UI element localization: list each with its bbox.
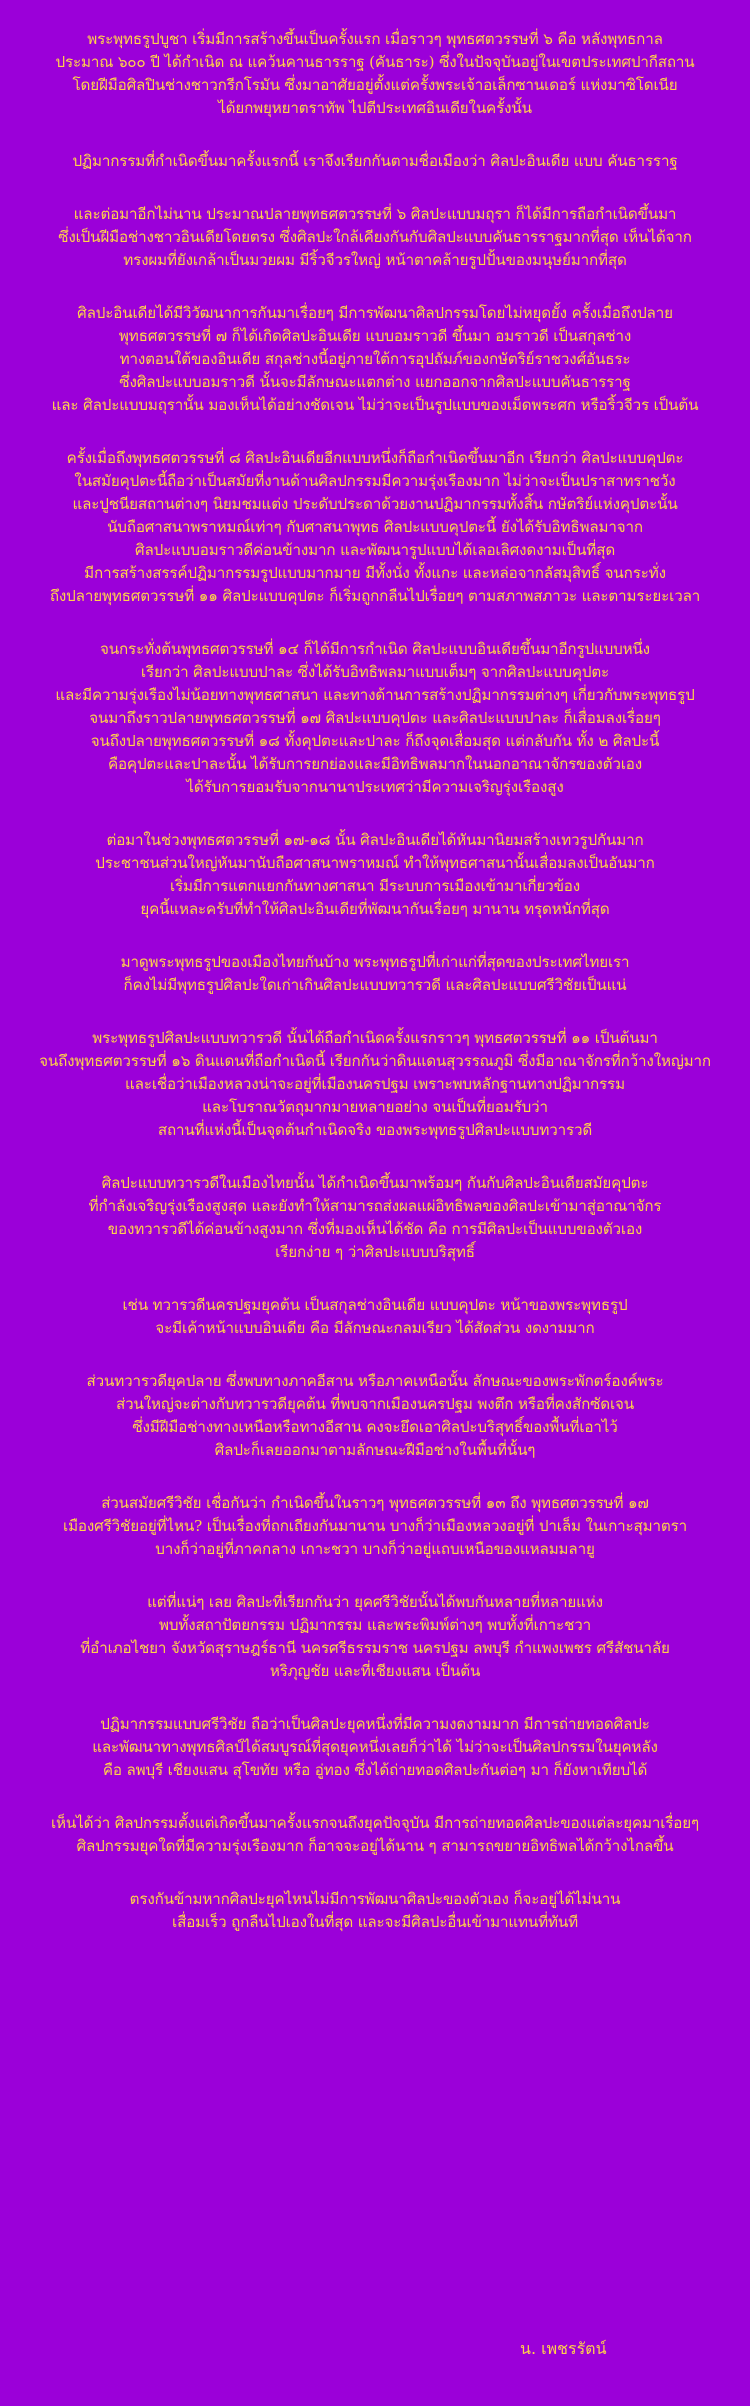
paragraph-line: ศิลปะก็เลยออกมาตามลักษณะฝีมือช่างในพื้นที่นั้นๆ (214, 1441, 536, 1459)
paragraph-line: เห็นได้ว่า ศิลปกรรมตั้งแต่เกิดขึ้นมาครั้งแรกจนถึงยุคปัจจุบัน มีการถ่ายทอดศิลปะของแต่ละยุคมาเรื่อยๆ (51, 1814, 699, 1832)
paragraph-line: จนมาถึงราวปลายพุทธศตวรรษที่ ๑๗ ศิลปะแบบคุปตะ และศิลปะแบบปาละ ก็เสื่อมลงเรื่อยๆ (89, 709, 661, 727)
paragraph-line: และมีความรุ่งเรืองไม่น้อยทางพุทธศาสนา และทางด้านการสร้างปฏิมากรรมต่างๆ เกี่ยวกับพระพุทธรูป (55, 686, 695, 704)
paragraph-line: และต่อมาอีกไม่นาน ประมาณปลายพุทธศตวรรษที่ ๖ ศิลปะแบบมถุรา ก็ได้มีการถือกำเนิดขึ้นมา (73, 205, 677, 223)
paragraph-line: โดยฝีมือศิลปินช่างชาวกรีกโรมัน ซึ่งมาอาศัยอยู่ตั้งแต่ครั้งพระเจ้าอเล็กซานเดอร์ แห่งมาซิโดเนีย (72, 76, 678, 94)
paragraph-line: ปฏิมากรรมที่กำเนิดขึ้นมาครั้งแรกนี้ เราจึงเรียกกันตามชื่อเมืองว่า ศิลปะอินเดีย แบบ คันธารราฐ (72, 152, 678, 170)
article-paragraph (6, 951, 744, 997)
paragraph-line: ทรงผมที่ยังเกล้าเป็นมวยผม มีริ้วจีวรใหญ่ หน้าตาคล้ายรูปปั้นของมนุษย์มากที่สุด (123, 251, 627, 269)
paragraph-line: ศิลปะแบบอมราวดีค่อนข้างมาก และพัฒนารูปแบบได้เลอเลิศงดงามเป็นที่สุด (134, 541, 616, 559)
paragraph-line: เช่น ทวารวดีนครปฐมยุคต้น เป็นสกุลช่างอินเดีย แบบคุปตะ หน้าของพระพุทธรูป (122, 1296, 628, 1314)
paragraph-line: ทางตอนใต้ของอินเดีย สกุลช่างนี้อยู่ภายใต้การอุปถัมภ์ของกษัตริย์ราชวงศ์อันธระ (119, 350, 631, 368)
paragraph-line: พระพุทธรูปศิลปะแบบทวารวดี นั้นได้ถือกำเนิดครั้งแรกราวๆ พุทธศตวรรษที่ ๑๑ เป็นต้นมา (92, 1029, 658, 1047)
paragraph-line: เสื่อมเร็ว ถูกลืนไปเองในที่สุด และจะมีศิลปะอื่นเข้ามาแทนที่ทันที (172, 1913, 578, 1931)
paragraph-line: ได้ยกพยุหยาตราทัพ ไปตีประเทศอินเดียในครั้งนั้น (218, 99, 532, 117)
paragraph-line: ยุคนี้แหละครับที่ทำให้ศิลปะอินเดียที่พัฒนากันเรื่อยๆ มานาน ทรุดหนักที่สุด (140, 900, 610, 918)
paragraph-line: จะมีเค้าหน้าแบบอินเดีย คือ มีลักษณะกลมเรียว ได้สัดส่วน งดงามมาก (155, 1319, 595, 1337)
article-paragraph (6, 1812, 744, 1858)
paragraph-line: ซึ่งเป็นฝีมือช่างชาวอินเดียโดยตรง ซึ่งศิลปะใกล้เคียงกันกับศิลปะแบบคันธารราฐมากที่สุด เห็นได้จาก (58, 228, 692, 246)
paragraph-line: เริ่มมีการแตกแยกกันทางศาสนา มีระบบการเมืองเข้ามาเกี่ยวข้อง (169, 877, 581, 895)
paragraph-line: พระพุทธรูปบูชา เริ่มมีการสร้างขึ้นเป็นครั้งแรก เมื่อราวๆ พุทธศตวรรษที่ ๖ คือ หลังพุทธกาล (87, 30, 663, 48)
paragraph-line: ที่กำลังเจริญรุ่งเรืองสูงสุด และยังทำให้สามารถส่งผลแผ่อิทธิพลของศิลปะเข้ามาสู่อาณาจักร (88, 1197, 662, 1215)
paragraph-line: ประชาชนส่วนใหญ่หันมานับถือศาสนาพราหมณ์ ทำให้พุทธศาสนานั้นเสื่อมลงเป็นอันมาก (95, 854, 655, 872)
paragraph-line: นับถือศาสนาพราหมณ์เท่าๆ กับศาสนาพุทธ ศิลปะแบบคุปตะนี้ ยังได้รับอิทธิพลมาจาก (107, 518, 643, 536)
paragraph-line: และโบราณวัตถุมากมายหลายอย่าง จนเป็นที่ยอมรับว่า (202, 1098, 548, 1116)
article-paragraph (6, 447, 744, 608)
paragraph-line: ของทวารวดีได้ค่อนข้างสูงมาก ซึ่งที่มองเห็นได้ชัด คือ การมีศิลปะเป็นแบบของตัวเอง (107, 1220, 643, 1238)
paragraph-line: ศิลปกรรมยุคใดที่มีความรุ่งเรืองมาก ก็อาจจะอยู่ได้นาน ๆ สามารถขยายอิทธิพลได้กว้างไกลขึ้น (76, 1837, 674, 1855)
paragraph-line: และเชื่อว่าเมืองหลวงน่าจะอยู่ที่เมืองนครปฐม เพราะพบหลักฐานทางปฏิมากรรม (125, 1075, 625, 1093)
article-paragraph (6, 1492, 744, 1561)
paragraph-line: หริภุญชัย และที่เชียงแสน เป็นต้น (269, 1662, 481, 1680)
paragraph-line: ส่วนใหญ่จะต่างกับทวารวดียุคต้น ที่พบจากเมืองนครปฐม พงตึก หรือที่คงสักซัดเจน (115, 1395, 635, 1413)
article-paragraph (6, 829, 744, 921)
paragraph-line: แต่ที่แน่ๆ เลย ศิลปะที่เรียกกันว่า ยุคศรีวิชัยนั้นได้พบกันหลายที่หลายแห่ง (147, 1593, 603, 1611)
paragraph-line: และ ศิลปะแบบมถุรานั้น มองเห็นได้อย่างชัดเจน ไม่ว่าจะเป็นรูปแบบของเม็ดพระศก หรือริ้วจีวร เป็นต้น (51, 396, 699, 414)
paragraph-line: จนถึงพุทธศตวรรษที่ ๑๖ ดินแดนที่ถือกำเนิดนี้ เรียกกันว่าดินแดนสุวรรณภูมิ ซึ่งมีอาณาจักรที่กว้างใหญ่มาก (39, 1052, 711, 1070)
article-paragraph (6, 28, 744, 120)
article-paragraph (6, 1888, 744, 1934)
paragraph-line: มาดูพระพุทธรูปของเมืองไทยกันบ้าง พระพุทธรูปที่เก่าแก่ที่สุดของประเทศไทยเรา (120, 953, 630, 971)
author-signature: น. เพชรรัตน์ (520, 2339, 607, 2358)
paragraph-line: จนถึงปลายพุทธศตวรรษที่ ๑๘ ทั้งคุปตะและปาละ ก็ถึงจุดเสื่อมสุด แต่กลับกัน ทั้ง ๒ ศิลปะนี้ (90, 732, 660, 750)
paragraph-line: บางก็ว่าอยู่ที่ภาคกลาง เกาะชวา บางก็ว่าอยู่แถบเหนือของแหลมมลายู (155, 1540, 595, 1558)
paragraph-line: ส่วนทวารวดียุคปลาย ซึ่งพบทางภาคอีสาน หรือภาคเหนือนั้น ลักษณะของพระพักตร์องค์พระ (86, 1372, 664, 1390)
paragraph-line: ก็คงไม่มีพุทธรูปศิลปะใดเก่าเกินศิลปะแบบทวารวดี และศิลปะแบบศรีวิชัยเป็นแน่ (123, 976, 627, 994)
paragraph-line: ครั้งเมื่อถึงพุทธศตวรรษที่ ๘ ศิลปะอินเดียอีกแบบหนึ่งก็ถือกำเนิดขึ้นมาอีก เรียกว่า ศิลปะแบบคุปตะ (66, 449, 684, 467)
paragraph-line: ซึ่งมีฝีมือช่างทางเหนือหรือทางอีสาน คงจะยึดเอาศิลปะบริสุทธิ์ของพื้นที่เอาไว้ (132, 1418, 618, 1436)
article-paragraph (6, 1591, 744, 1683)
paragraph-line: จนกระทั่งต้นพุทธศตวรรษที่ ๑๔ ก็ได้มีการกำเนิด ศิลปะแบบอินเดียขึ้นมาอีกรูปแบบหนึ่ง (100, 640, 650, 658)
article-paragraph (6, 203, 744, 272)
paragraph-line: ศิลปะแบบทวารวดีในเมืองไทยนั้น ได้กำเนิดขึ้นมาพร้อมๆ กันกับศิลปะอินเดียสมัยคุปตะ (101, 1174, 649, 1192)
paragraph-line: ประมาณ ๖๐๐ ปี ได้กำเนิด ณ แคว้นคานธารราฐ (คันธาระ) ซึ่งในปัจจุบันอยู่ในเขตประเทศปากีสถาน (55, 53, 695, 71)
article-paragraph (6, 1713, 744, 1782)
paragraph-line: สถานที่แห่งนี้เป็นจุดต้นกำเนิดจริง ของพระพุทธรูปศิลปะแบบทวารวดี (157, 1121, 593, 1139)
article-paragraph (6, 638, 744, 799)
paragraph-line: ต่อมาในช่วงพุทธศตวรรษที่ ๑๗-๑๘ นั้น ศิลปะอินเดียได้หันมานิยมสร้างเทวรูปกันมาก (106, 831, 644, 849)
paragraph-line: พบทั้งสถาปัตยกรรม ปฏิมากรรม และพระพิมพ์ต่างๆ พบทั้งที่เกาะชวา (159, 1616, 591, 1634)
paragraph-line: ถึงปลายพุทธศตวรรษที่ ๑๑ ศิลปะแบบคุปตะ ก็เริ่มถูกกลืนไปเรื่อยๆ ตามสภาพสภาวะ และตามระยะเวลา (49, 587, 701, 605)
article-paragraph (6, 150, 744, 173)
paragraph-line: มีการสร้างสรรค์ปฏิมากรรมรูปแบบมากมาย มีทั้งนั่ง ทั้งแกะ และหล่อจากลัสมุสิทธิ์ จนกระทั่ง (84, 564, 666, 582)
article-paragraph (6, 1370, 744, 1462)
paragraph-line: พุทธศตวรรษที่ ๗ ก็ได้เกิดศิลปะอินเดีย แบบอมราวดี ขึ้นมา อมราวดี เป็นสกุลช่าง (118, 327, 632, 345)
paragraph-line: และปูชนียสถานต่างๆ นิยมชมแต่ง ประดับประดาด้วยงานปฏิมากรรมทั้งสิ้น กษัตริย์แห่งคุปตะนั้น (72, 495, 678, 513)
paragraph-line: ปฏิมากรรมแบบศรีวิชัย ถือว่าเป็นศิลปะยุคหนึ่งที่มีความงดงามมาก มีการถ่ายทอดศิลปะ (100, 1715, 650, 1733)
paragraph-line: คือ ลพบุรี เชียงแสน สุโขทัย หรือ อู่ทอง ซึ่งได้ถ่ายทอดศิลปะกันต่อๆ มา ก็ยังหาเทียบได้ (102, 1761, 648, 1779)
paragraph-line: ศิลปะอินเดียได้มีวิวัฒนาการกันมาเรื่อยๆ มีการพัฒนาศิลปกรรมโดยไม่หยุดยั้ง ครั้งเมื่อถึงปลาย (77, 304, 673, 322)
paragraph-line: ที่อำเภอไชยา จังหวัดสุราษฎร์ธานี นครศรีธรรมราช นครปฐม ลพบุรี กำแพงเพชร ศรีสัชนาลัย (80, 1639, 670, 1657)
paragraph-line: ส่วนสมัยศรีวิชัย เชื่อกันว่า กำเนิดขึ้นในราวๆ พุทธศตวรรษที่ ๑๓ ถึง พุทธศตวรรษที่ ๑๗ (101, 1494, 649, 1512)
paragraph-line: และพัฒนาทางพุทธศิลป์ได้สมบูรณ์ที่สุดยุคหนึ่งเลยก็ว่าได้ ไม่ว่าจะเป็นศิลปกรรมในยุคหลัง (92, 1738, 658, 1756)
paragraph-line: ตรงกันข้ามหากศิลปะยุคไหนไม่มีการพัฒนาศิลปะของตัวเอง ก็จะอยู่ได้ไม่นาน (129, 1890, 621, 1908)
paragraph-line: เรียกง่าย ๆ ว่าศิลปะแบบบริสุทธิ์ (275, 1243, 475, 1261)
paragraph-line: ในสมัยคุปตะนี้ถือว่าเป็นสมัยที่งานด้านศิลปกรรมมีความรุ่งเรืองมาก ไม่ว่าจะเป็นปราสาทราชวัง (74, 472, 676, 490)
article-paragraph (6, 302, 744, 417)
paragraph-line: คือคุปตะและปาละนั้น ได้รับการยกย่องและมีอิทธิพลมากในนอกอาณาจักรของตัวเอง (107, 755, 643, 773)
paragraph-line: ได้รับการยอมรับจากนานาประเทศว่ามีความเจริญรุ่งเรืองสูง (186, 778, 564, 796)
article-paragraph (6, 1294, 744, 1340)
article-paragraph (6, 1027, 744, 1142)
paragraph-line: เรียกว่า ศิลปะแบบปาละ ซึ่งได้รับอิทธิพลมาแบบเต็มๆ จากศิลปะแบบคุปตะ (140, 663, 610, 681)
paragraph-line: ซึ่งศิลปะแบบอมราวดี นั้นจะมีลักษณะแตกต่าง แยกออกจากศิลปะแบบคันธารราฐ (119, 373, 631, 391)
paragraph-line: เมืองศรีวิชัยอยู่ที่ไหน? เป็นเรื่องที่ถกเถียงกันมานาน บางก็ว่าเมืองหลวงอยู่ที่ ปาเล็ม ในเกาะสุมาตรา (63, 1517, 687, 1535)
article-paragraph (6, 1172, 744, 1264)
